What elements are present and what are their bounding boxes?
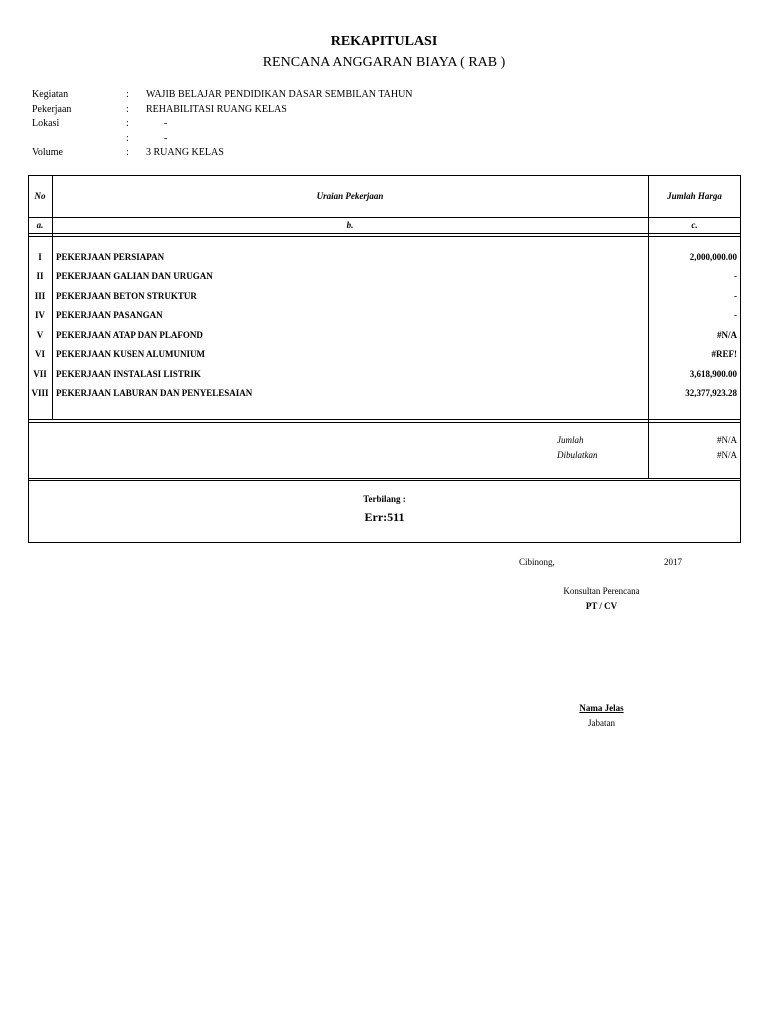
document-title: REKAPITULASI [330,34,438,49]
row-uraian: PEKERJAAN BETON STRUKTUR [56,291,197,301]
table-column-divider [52,175,53,420]
header-jumlah: Jumlah Harga [667,191,722,201]
row-jumlah: #REF! [711,349,737,359]
row-jumlah: - [734,310,737,320]
signature-name: Nama Jelas [579,703,624,713]
signature-role: Konsultan Perencana [563,586,640,596]
info-value-kegiatan: WAJIB BELAJAR PENDIDIKAN DASAR SEMBILAN TAHUN [146,89,413,100]
info-value-lokasi-2: - [164,133,168,144]
row-no: VIII [31,388,49,398]
subheader-a: a. [36,220,44,230]
row-no: VI [34,349,45,359]
row-jumlah: - [734,291,737,301]
signature-year: 2017 [664,557,682,567]
row-uraian: PEKERJAAN GALIAN DAN URUGAN [56,271,213,281]
document-subtitle: RENCANA ANGGARAN BIAYA ( RAB ) [262,55,506,70]
row-jumlah: #N/A [717,330,737,340]
row-no: II [36,271,44,281]
table-divider [28,236,741,237]
total-dibulatkan-label: Dibulatkan [557,450,598,460]
terbilang-value: Err:511 [364,510,405,524]
row-no: IV [34,310,45,320]
header-no: No [34,191,46,201]
row-no: III [34,291,46,301]
row-uraian: PEKERJAAN PASANGAN [56,310,163,320]
table-divider [28,480,741,481]
info-label-pekerjaan: Pekerjaan [32,104,72,115]
row-uraian: PEKERJAAN KUSEN ALUMUNIUM [56,349,206,359]
info-value-lokasi: - [164,118,168,129]
signature-place: Cibinong, [519,557,555,567]
table-divider [28,217,741,218]
row-uraian: PEKERJAAN PERSIAPAN [56,252,165,262]
row-no: I [38,252,42,262]
total-jumlah-value: #N/A [717,435,737,445]
row-jumlah: 2,000,000.00 [689,252,737,262]
info-label-kegiatan: Kegiatan [32,89,69,100]
subheader-c: c. [691,220,698,230]
row-no: V [36,330,44,340]
info-value-volume: 3 RUANG KELAS [146,147,224,158]
info-value-pekerjaan: REHABILITASI RUANG KELAS [146,104,287,115]
header-uraian: Uraian Pekerjaan [316,191,384,201]
table-divider [28,419,741,420]
row-no: VII [33,369,47,379]
info-colon: : [126,118,129,129]
table-divider [28,233,741,234]
signature-position: Jabatan [588,718,615,728]
row-uraian: PEKERJAAN LABURAN DAN PENYELESAIAN [56,388,253,398]
info-colon: : [126,89,129,100]
table-divider [28,422,741,423]
row-jumlah: 3,618,900.00 [689,369,737,379]
row-jumlah: - [734,271,737,281]
info-colon: : [126,133,129,144]
terbilang-label: Terbilang : [363,494,406,504]
info-label-volume: Volume [32,147,63,158]
row-uraian: PEKERJAAN INSTALASI LISTRIK [56,369,201,379]
total-jumlah-label: Jumlah [557,435,584,445]
table-divider [28,478,741,479]
row-uraian: PEKERJAAN ATAP DAN PLAFOND [56,330,203,340]
info-colon: : [126,104,129,115]
info-label-lokasi: Lokasi [32,118,60,129]
signature-company: PT / CV [585,601,618,611]
total-dibulatkan-value: #N/A [717,450,737,460]
subheader-b: b. [346,220,354,230]
row-jumlah: 32,377,923.28 [685,388,737,398]
info-colon: : [126,147,129,158]
